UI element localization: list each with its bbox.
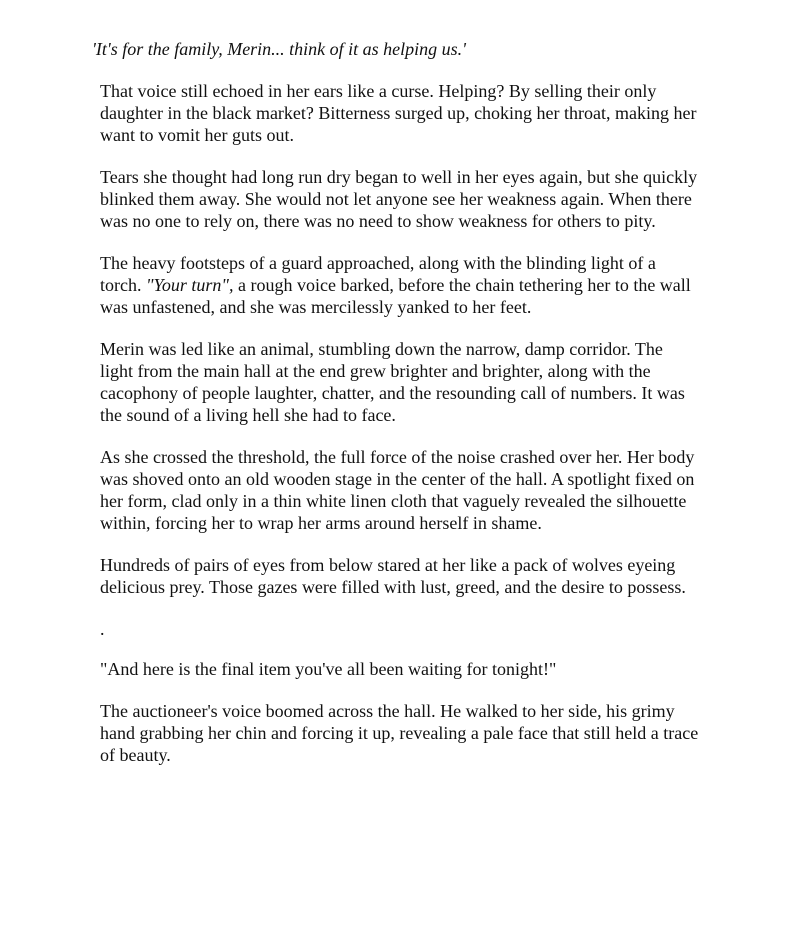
text-segment-italic: "Your turn", <box>145 275 234 295</box>
text-segment: The auctioneer's voice boomed across the hall. He walked to her side, his grimy hand grabbing her chin and forcing it up, revealing a pale face that still held a trace of beauty. <box>100 701 699 765</box>
paragraph-separator <box>100 618 700 640</box>
text-segment: 'It's for the family, Merin... think of it as helping us.' <box>92 39 467 59</box>
text-segment: Merin was led like an animal, stumbling down the narrow, damp corridor. The light from the main hall at the end grew brighter and brighter, along with the cacophony of people laughter, chatter, and the resounding call of numbers. It was the sound of a living hell she had to face. <box>100 339 685 425</box>
paragraph-guard <box>100 252 700 318</box>
text-segment: . <box>100 619 105 639</box>
text-segment: As she crossed the threshold, the full force of the noise crashed over her. Her body was shoved onto an old wooden stage in the center of the hall. A spotlight fixed on her form, clad only in a thin white linen cloth that vaguely revealed the silhouette within, forcing her to wrap her arms around herself in shame. <box>100 447 695 533</box>
text-segment: The heavy footsteps of a guard approached, along with the blinding light of a torch. <box>100 253 656 295</box>
text-segment: "And here is the final item you've all been waiting for tonight!" <box>100 659 557 679</box>
paragraph-corridor <box>100 338 700 426</box>
paragraph-tears <box>100 166 700 232</box>
paragraph-eyes <box>100 554 700 598</box>
paragraph-threshold <box>100 446 700 534</box>
text-segment: Tears she thought had long run dry began to well in her eyes again, but she quickly blinked them away. She would not let anyone see her weakness again. When there was no one to rely on, there was no need to show weakness for others to pity. <box>100 167 698 231</box>
text-segment: That voice still echoed in her ears like a curse. Helping? By selling their only daughter in the black market? Bitterness surged up, choking her throat, making her want to vomit her guts out. <box>100 81 697 145</box>
paragraph-announcement <box>100 658 700 680</box>
document-body <box>92 38 700 786</box>
paragraph-opening-quote <box>92 38 700 60</box>
paragraph-bitterness <box>100 80 700 146</box>
text-segment: a rough voice barked, before the chain tethering her to the wall was unfastened, and she was mercilessly yanked to her feet. <box>100 275 691 317</box>
paragraph-auctioneer <box>100 700 700 766</box>
text-segment: Hundreds of pairs of eyes from below stared at her like a pack of wolves eyeing delicious prey. Those gazes were filled with lust, greed, and the desire to possess. <box>100 555 686 597</box>
